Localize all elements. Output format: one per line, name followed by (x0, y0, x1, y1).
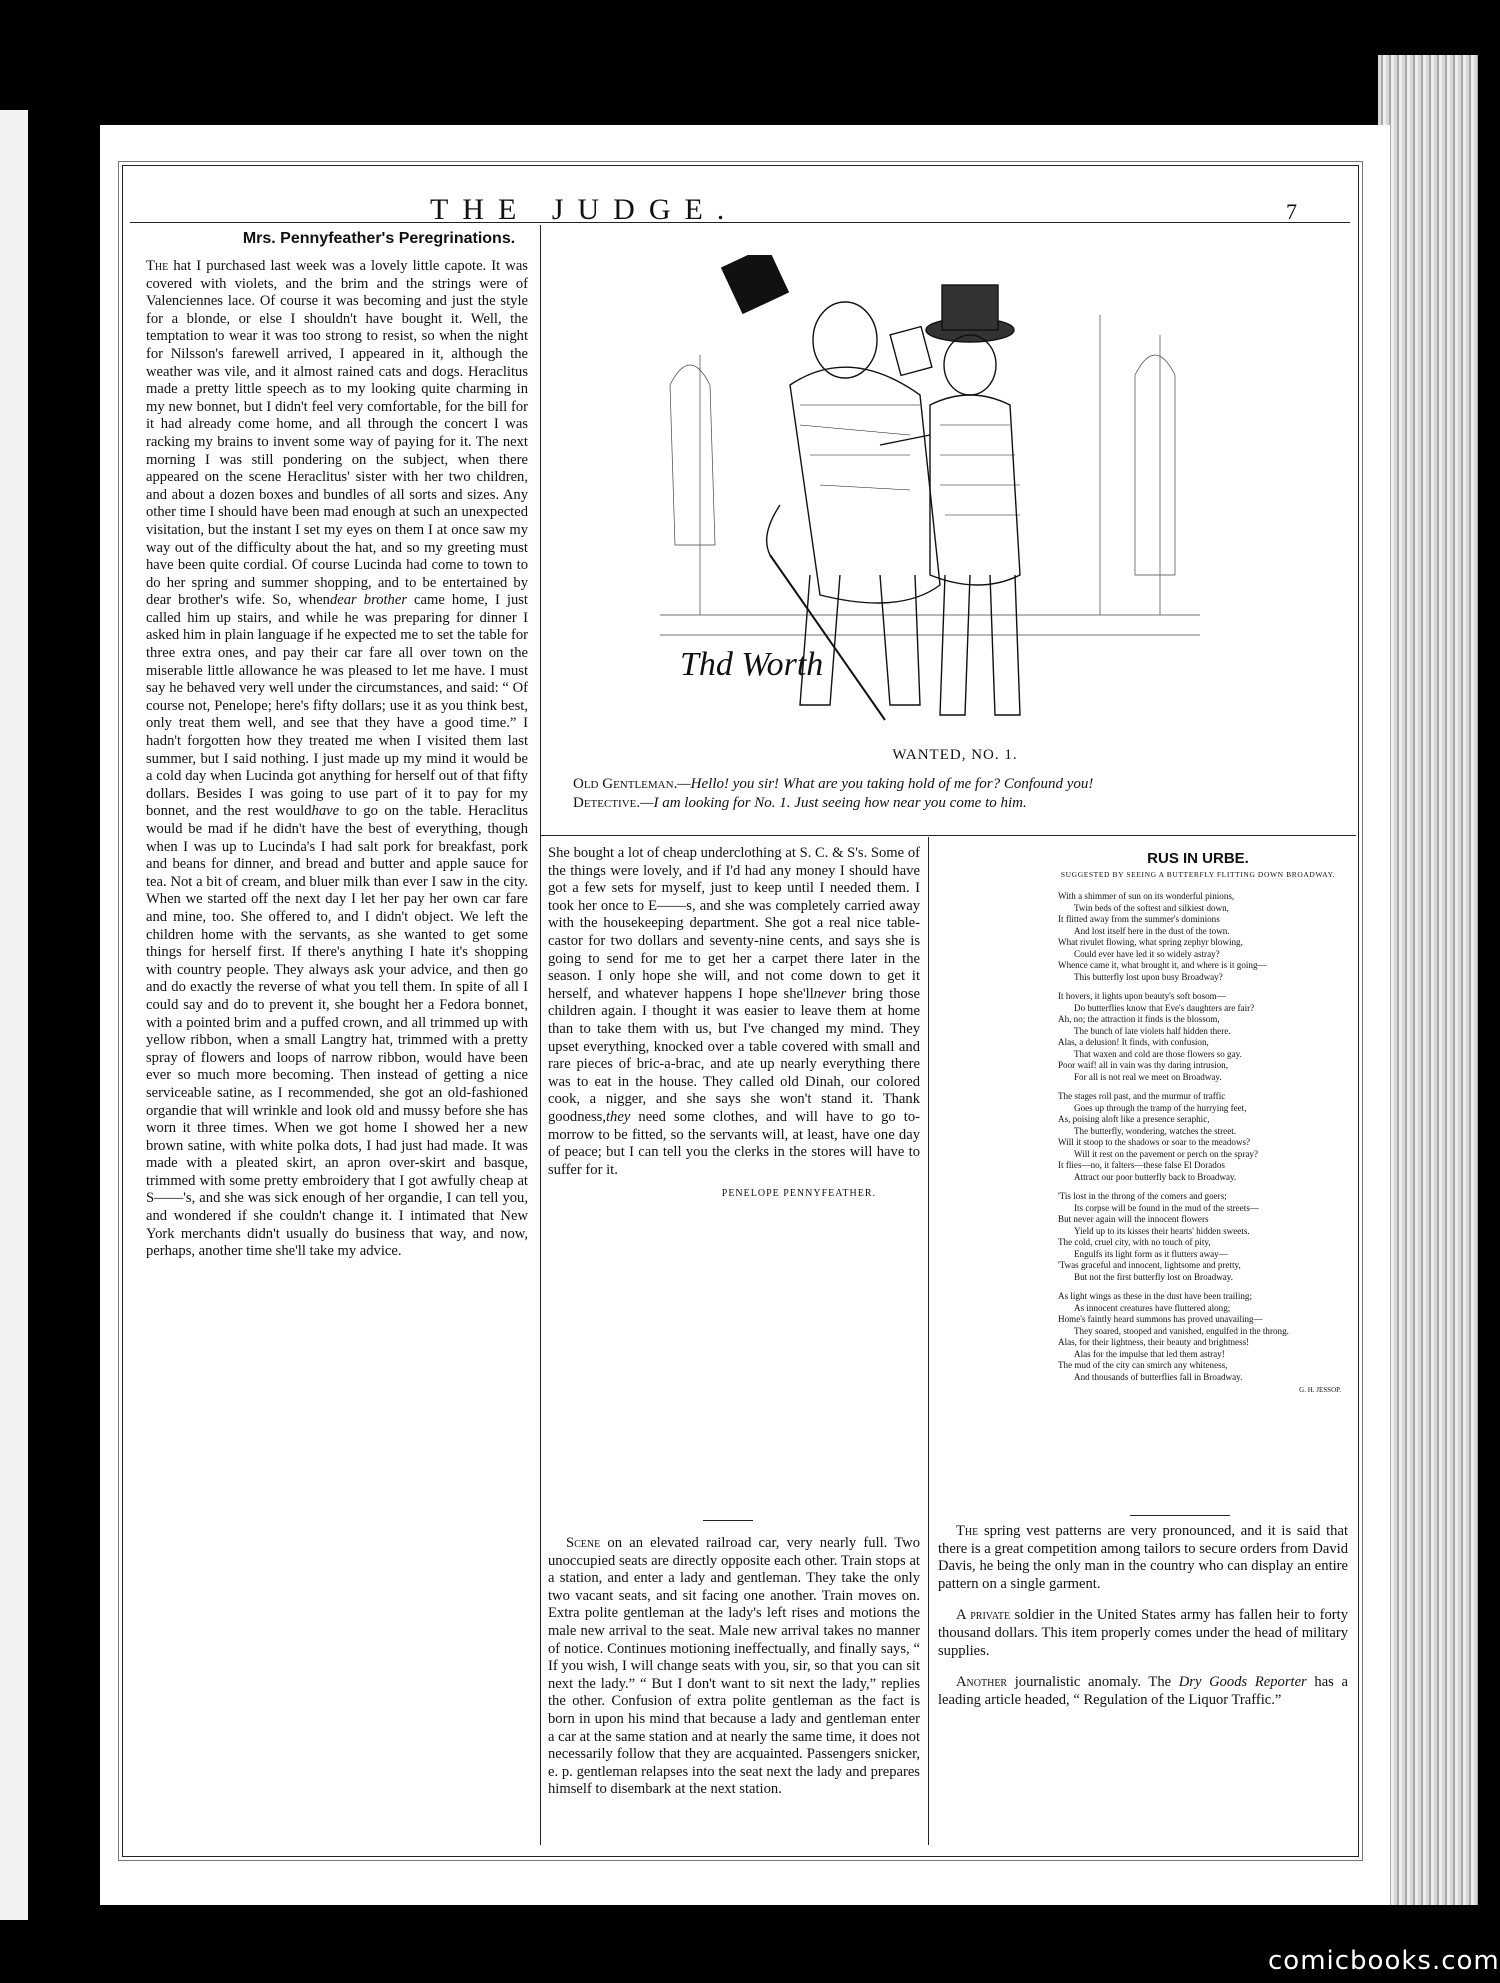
cartoon-bottom-rule (541, 835, 1356, 836)
artist-signature: Thd Worth (680, 646, 824, 683)
journalistic-anomaly-item: Another journalistic anomaly. The Dry Goods Reporter has a leading article headed, “ Regulation of the Liquor Traffic.” (938, 1674, 1348, 1708)
poem-stanza: As light wings as these in the dust have been trailing; As innocent creatures have fluttered along; Home's faintly heard summons has proved unavailing— They soared, stooped and vanished, engulfed in the throng. Alas, for their lightness, their beauty and brightness! Alas for the impulse that led them astray! The mud of the city can smirch any whiteness, And thousands of butterflies fall in Broadway. (1058, 1291, 1289, 1382)
vest-patterns-item: The spring vest patterns are very pronounced, and it is said that there is a great competition among tailors to secure orders from David Davis, he being the only man in the country who can display an entire pattern on a single garment. (938, 1523, 1348, 1592)
caption-line-2: Detective.—I am looking for No. 1. Just seeing how near you come to him. (573, 795, 1027, 811)
cartoon-caption (555, 765, 1355, 813)
newspaper-page (100, 125, 1390, 1905)
poem-title: RUS IN URBE. (1147, 850, 1249, 867)
column-divider-1 (540, 225, 541, 1845)
poem-stanza: It hovers, it lights upon beauty's soft bosom— Do butterflies know that Eve's daughters are fair? Ah, no; the attraction it finds is the blossom, The bunch of late violets half hidden there. Alas, a delusion! It finds, with confusion, That waxen and cold are those flowers so gay. Poor waif! all in vain was thy daring intrusion, For all is not real we meet on Broadway. (1058, 991, 1255, 1082)
poem-author: G. H. JESSOP. (1299, 1386, 1341, 1394)
cartoon-caption-title: WANTED, NO. 1. (892, 747, 1018, 763)
article-column-3 (938, 1523, 1348, 1709)
page-number: 7 (1286, 199, 1297, 224)
drop-lead: The (146, 258, 169, 274)
poem-stanza: 'Tis lost in the throng of the comers and goers; Its corpse will be found in the mud of the streets— But never again will the innocent flowers Yield up to its kisses their hearts' hidden sweets. The cold, cruel city, with no touch of pity, Engulfs its light form as it flutters away— 'Twas graceful and innocent, lightsome and pretty, But not the first butterfly lost on Broadway. (1058, 1191, 1259, 1282)
poem-body (1058, 891, 1353, 1397)
article-continuation: She bought a lot of cheap underclothing at S. C. & S's. Some of the things were lovely, and if I'd had any money I should have got a few sets for myself, just to keep until I needed them. I took her once to E——s, and she was completely carried away with the housekeeping department. She got a real nice table-castor for two dollars and seventy-nine cents, and says she is going to send for me to get her a carpet there later in the season. I only hope she will, and not come down to get it herself, and whatever happens I hope she'llnever bring those children again. I thought it was easier to leave them at home than to take them with us, but I've changed my mind. They upset everything, knocked over a table covered with small and rare pieces of bric-a-brac, and ate up nearly everything there was to eat in the house. They called old Dinah, our colored cook, a nigger, and she says she won't stand it. Thank goodness,they need some clothes, and will have to go to-morrow to be fitted, so the servants will, at least, have one day of peace; but I can tell you the clerks in the stores will have to suffer for it. (548, 845, 920, 1178)
page-stack-edge (1378, 55, 1478, 1905)
column-divider-2 (928, 837, 929, 1845)
short-rule (703, 1520, 753, 1521)
poem-stanza: With a shimmer of sun on its wonderful pinions, Twin beds of the softest and silkiest down, It flitted away from the summer's dominions And lost itself here in the dust of the town. What rivulet flowing, what spring zephyr blowing, Could ever have led it so widely astray? Whence came it, what brought it, and where is it going— This butterfly lost upon busy Broadway? (1058, 891, 1267, 982)
article-signature: PENELOPE PENNYFEATHER. (721, 1188, 876, 1200)
article-title: Mrs. Pennyfeather's Peregrinations. (242, 230, 516, 247)
article-column-1 (146, 258, 528, 1838)
masthead-rule (130, 222, 1350, 223)
caption-line-1: Old Gentleman.—Hello! you sir! What are you taking hold of me for? Confound you! (573, 776, 1094, 792)
poem-end-rule (1130, 1515, 1230, 1516)
site-watermark: comicbooks.com (1268, 1946, 1500, 1976)
article-body: The hat I purchased last week was a lovely little capote. It was covered with violets, and the brim and the strings were of Valenciennes lace. Of course it was becoming and just the style for a blonde, or else I shouldn't have bought it. Well, the temptation to wear it was too strong to resist, so when the night for Nilsson's farewell arrived, I appeared in it, although the weather was vile, and it almost rained cats and dogs. Heraclitus made a pretty little speech as to my looking quite charming in my new bonnet, but I didn't feel very comfortable, for the bill for it had already come home, and all through the concert I was racking my brains to invent some way of paying for it. The next morning I was still pondering on the subject, when there appeared on the scene Heraclitus' sister with her two children, and about a dozen boxes and bundles of all sorts and sizes. Any other time I should have been mad enough at such an unexpected visitation, but the instant I set my eyes on them I at once saw my way out of the difficulty about the hat, and so my greeting must have been quite cordial. Of course Lucinda had come to town to do her spring and summer shopping, and to be entertained by dear brother's wife. So, whendear brother came home, I just called him up stairs, and while he was preparing for dinner I asked him in plain language if he expected me to set the table for three extra ones, and pay their car fare all over town on the miserable little allowance he was pleased to let me have. I must say he behaved very well under the circumstances, and said: “ Of course not, Penelope; here's fifty dollars; use it as you think best, only treat them well, and see that they have a good time.” I hadn't forgotten how they treated me when I visited them last summer, but I said nothing. I just made up my mind it would be a cold day when Lucinda got anything for herself out of that fifty dollars. Besides I was going to use part of it to pay for my bonnet, and the rest wouldhave to go on the table. Heraclitus would be mad if he didn't have the best of everything, though when I was up to Lucinda's I had salt pork for breakfast, pork and beans for dinner, and bread and butter and apple sauce for tea. Not a bit of cream, and bluer milk than ever I saw in the city. When we started off the next day I let her pay her own car fare and mine, too. She offered to, and I didn't object. We left the children home with the servants, as she wanted to get some things for herself first. If there's anything I hate it's shopping with country people. They always ask your advice, and then go and do exactly the reverse of what you tell them. In spite of all I could say and do to prevent it, she bought her a Fedora bonnet, with a pointed brim and a puffed crown, and all trimmed up with yellow ribbon, when a small Langtry hat, trimmed with a pretty spray of flowers and loops of narrow ribbon, would have been ever so much more becoming. Then instead of getting a nice serviceable satine, as I recommended, she got an old-fashioned organdie that will wrinkle and look old and mussy before she has worn it three times. When we got home I showed her a new brown satine, with white polka dots, I had just had made. It was made with a pleated skirt, an apron over-skirt and basque, trimmed with some pretty embroidery that I got awfully cheap at S——'s, and she was sick enough of her organdie, I can tell you, and wondered if she couldn't change it. I intimated that New York merchants didn't usually do business that way, and now, perhaps, another time she'll take my advice. (146, 258, 528, 1260)
binding-left-edge (0, 110, 28, 1920)
article-column-2 (548, 845, 920, 1203)
cartoon-illustration (660, 255, 1200, 735)
masthead-title: THE JUDGE. (430, 193, 739, 226)
masthead (100, 165, 1380, 235)
railroad-text: Scene on an elevated railroad car, very nearly full. Two unoccupied seats are directly opposite each other. Train stops at a station, and enter a lady and gentleman. They take the only two vacant seats, and sit facing one another. Train moves on. Extra polite gentleman at the lady's left rises and motions the male new arrival to the seat. Male new arrival takes no manner of notice. Continues motioning ineffectually, and finally says, “ If you wish, I will change seats with you, sir, so that you can sit next the lady.” “ But I don't want to sit next the lady,” replies the other. Confusion of extra polite gentleman as the fact is born in upon his mind that because a lady and gentleman enter a car at the same station and at nearly the same time, it does not necessarily follow that they are acquainted. Passengers snicker, e. p. gentleman relapses into the seat next the lady and prepares himself to disembark at the next station. (548, 1535, 920, 1798)
poem-stanza: The stages roll past, and the murmur of traffic Goes up through the tramp of the hurrying feet, As, poising aloft like a presence seraphic, The butterfly, wondering, watches the street. Will it stoop to the shadows or soar to the meadows? Will it rest on the pavement or perch on the spray? It flies—no, it falters—these false El Dorados Attract our poor butterfly back to Broadway. (1058, 1091, 1258, 1182)
private-soldier-item: A private soldier in the United States army has fallen heir to forty thousand dollars. This item properly comes under the head of military supplies. (938, 1607, 1348, 1659)
railroad-item (548, 1535, 920, 1799)
poem-subtitle: SUGGESTED BY SEEING A BUTTERFLY FLITTING DOWN BROADWAY. (1060, 870, 1336, 879)
